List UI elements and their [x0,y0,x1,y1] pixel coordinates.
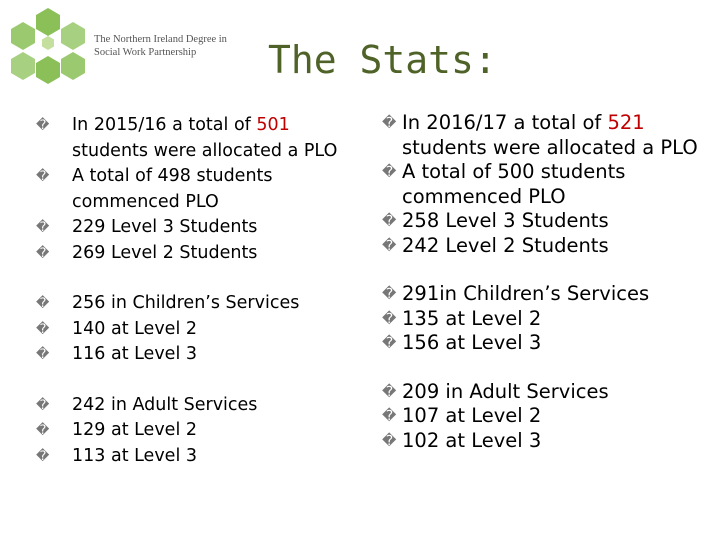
checkbox-icon: � [382,335,397,351]
list-item: � 116 at Level 3 [52,342,342,368]
checkbox-icon: � [36,245,50,261]
checkbox-icon: � [382,213,397,229]
stats-2015-16-list [36,113,342,469]
checkbox-icon: � [36,118,50,133]
checkbox-icon: � [382,115,397,131]
list-item: � 242 Level 2 Students [382,233,609,257]
list-item: � 135 at Level 2 [382,306,542,330]
checkbox-icon: � [382,383,397,400]
highlight-number: 501 [256,115,290,135]
list-item: � 258 Level 3 Students [382,209,609,232]
list-item: � 107 at Level 2 [382,404,542,427]
list-item: � 242 in Adult Services [52,393,342,419]
list-item: � 229 Level 3 Students [52,215,342,241]
checkbox-icon: � [382,286,397,302]
checkbox-icon: � [382,432,397,449]
list-item: � 113 at Level 3 [52,444,342,470]
checkbox-icon: � [382,237,397,254]
list-item: � 291in Children’s Services [382,282,650,305]
checkbox-icon: � [36,423,50,438]
checkbox-icon: � [382,310,397,327]
checkbox-icon: � [36,220,50,235]
stats-2016-17-list [382,111,702,453]
list-item: � 269 Level 2 Students [52,241,342,267]
list-item: � A total of 498 students commenced PLO [36,166,273,212]
checkbox-icon: � [36,169,50,184]
org-line-2: Social Work Partnership [94,47,197,58]
organisation-name [94,33,254,59]
checkbox-icon: � [36,448,50,464]
list-item: � 156 at Level 3 [382,331,542,354]
checkbox-icon: � [36,321,50,337]
hexagon-ring-logo [8,6,88,86]
checkbox-icon: � [36,397,50,413]
org-line-1: The Northern Ireland Degree in [94,34,227,45]
list-item: � 129 at Level 2 [52,418,342,444]
checkbox-icon: � [36,347,50,362]
checkbox-icon: � [382,164,397,180]
list-item: � 209 in Adult Services [382,379,609,403]
list-item: � In 2015/16 a total of 501 students were allocated a PLO [36,115,338,161]
list-item: � A total of 500 students commenced PLO [382,160,626,208]
list-item: � 102 at Level 3 [382,428,542,452]
list-item: � In 2016/17 a total of 521 students were allocated a PLO [382,111,698,159]
checkbox-icon: � [36,296,50,311]
highlight-number: 521 [607,111,645,134]
checkbox-icon: � [382,408,397,424]
list-item: � 256 in Children’s Services [52,291,342,317]
list-item: � 140 at Level 2 [52,317,342,343]
page-title: The Stats: [268,38,497,82]
